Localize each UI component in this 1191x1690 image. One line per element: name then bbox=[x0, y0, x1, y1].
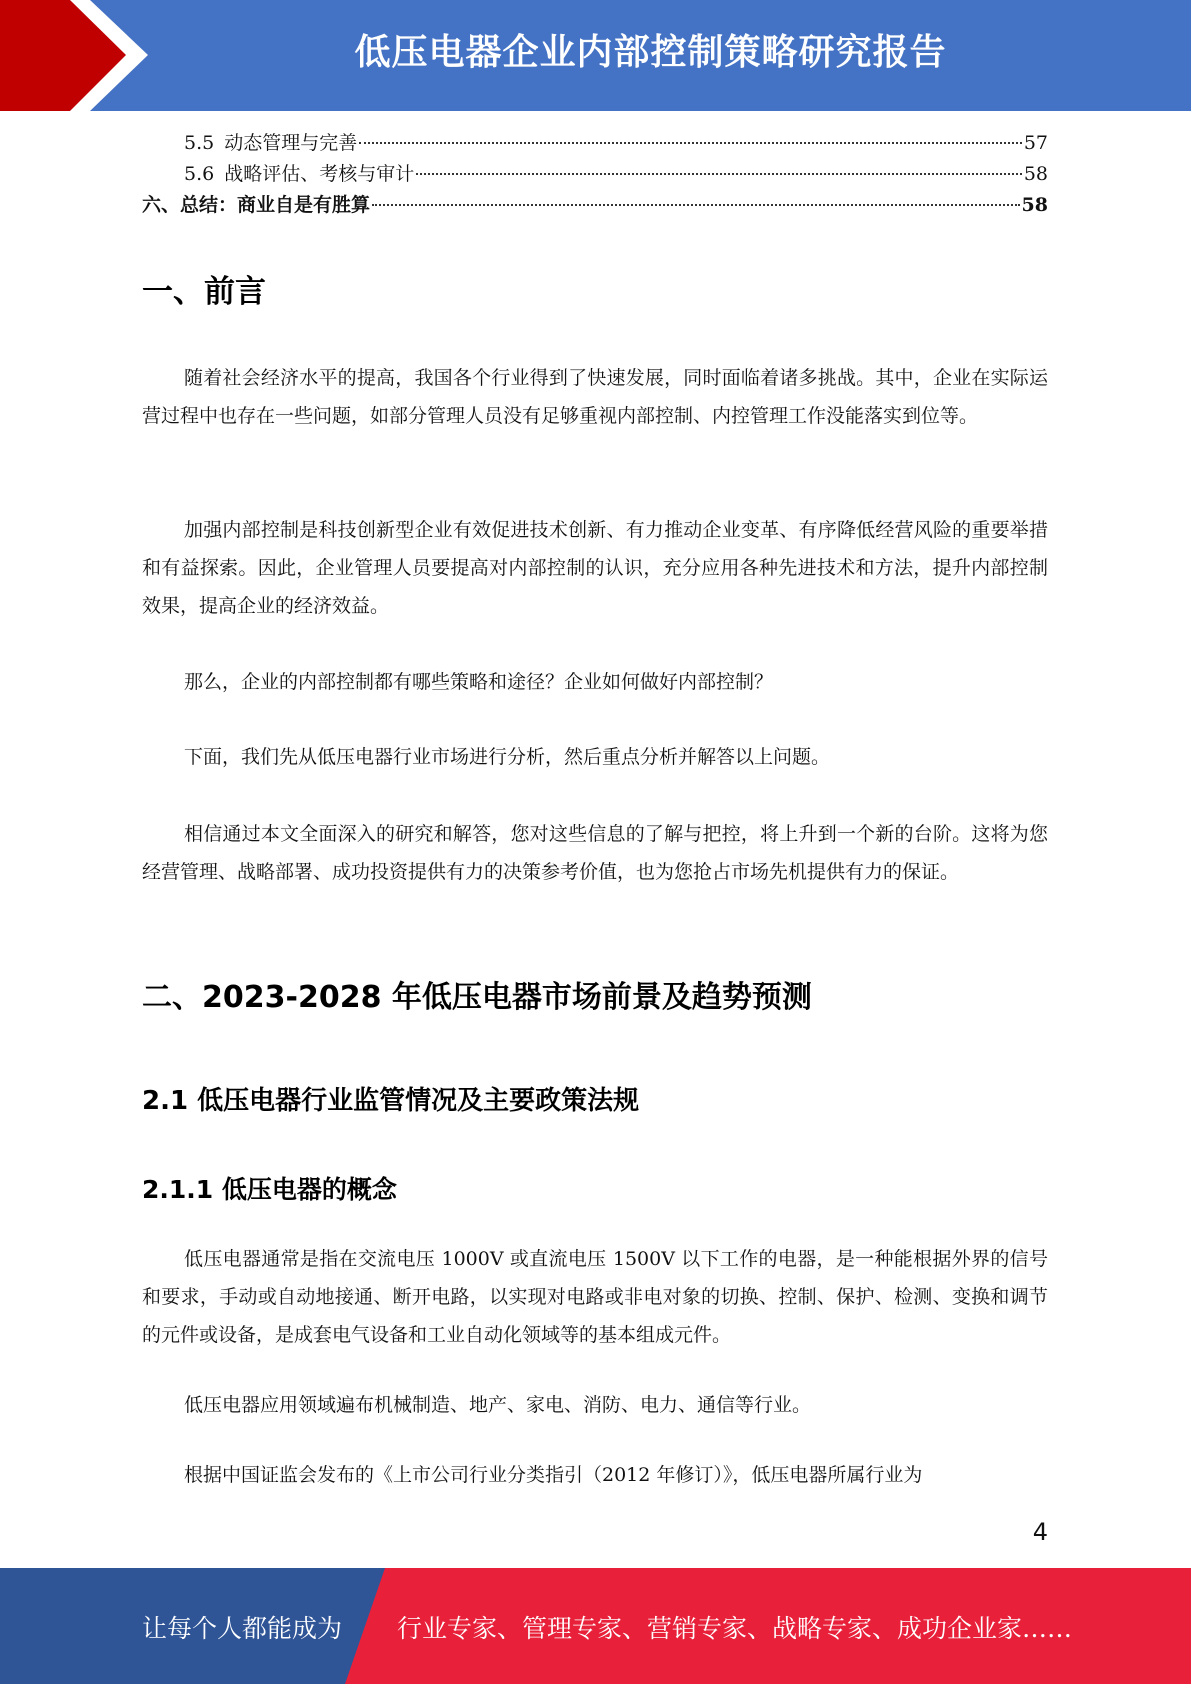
toc-item[interactable] bbox=[142, 190, 1048, 221]
preface-paragraph: 那么，企业的内部控制都有哪些策略和途径？企业如何做好内部控制？ bbox=[184, 671, 774, 693]
document-title: 低压电器企业内部控制策略研究报告 bbox=[354, 32, 947, 73]
toc-item-label: 六、总结：商业自是有胜算 bbox=[142, 194, 371, 216]
preface-paragraph: 加强内部控制是科技创新型企业有效促进技术创新、有力推动企业变革、有序降低经营风险的重要举措和有益探索。因此，企业管理人员要提高对内部控制的认识，充分应用各种先进技术和方法，提升内部控制效果，提高企业的经济效益。 bbox=[142, 519, 1048, 617]
page-header bbox=[0, 0, 1191, 111]
toc-item-number: 5.6 bbox=[184, 163, 215, 185]
toc-item-number: 5.5 bbox=[184, 132, 215, 154]
footer-slogan-right: 行业专家、管理专家、营销专家、战略专家、成功企业家…… bbox=[397, 1614, 1073, 1643]
toc-leader-dots bbox=[372, 204, 1020, 206]
concept-paragraph: 低压电器应用领域遍布机械制造、地产、家电、消防、电力、通信等行业。 bbox=[184, 1394, 812, 1416]
toc-item[interactable] bbox=[142, 159, 1048, 190]
toc-item-page: 57 bbox=[1023, 132, 1048, 154]
preface-paragraph: 相信通过本文全面深入的研究和解答，您对这些信息的了解与把控，将上升到一个新的台阶。这将为您经营管理、战略部署、成功投资提供有力的决策参考价值，也为您抢占市场先机提供有力的保证。 bbox=[142, 823, 1048, 883]
toc-item-label: 战略评估、考核与审计 bbox=[224, 163, 415, 185]
market-heading: 二、2023-2028 年低压电器市场前景及趋势预测 bbox=[142, 980, 812, 1015]
toc-item[interactable] bbox=[142, 128, 1048, 159]
subsection-heading: 2.1.1 低压电器的概念 bbox=[142, 1175, 397, 1204]
concept-paragraph: 根据中国证监会发布的《上市公司行业分类指引（2012 年修订）》，低压电器所属行业为 bbox=[184, 1464, 923, 1486]
preface-heading: 一、前言 bbox=[142, 274, 266, 310]
toc-leader-dots bbox=[359, 142, 1022, 144]
section-heading: 2.1 低压电器行业监管情况及主要政策法规 bbox=[142, 1086, 640, 1116]
preface-paragraph: 下面，我们先从低压电器行业市场进行分析，然后重点分析并解答以上问题。 bbox=[184, 746, 831, 768]
page-number: 4 bbox=[1032, 1518, 1048, 1546]
preface-paragraph: 随着社会经济水平的提高，我国各个行业得到了快速发展，同时面临着诸多挑战。其中，企业在实际运营过程中也存在一些问题，如部分管理人员没有足够重视内部控制、内控管理工作没能落实到位等。 bbox=[142, 367, 1048, 427]
footer-slogan-left: 让每个人都能成为 bbox=[142, 1614, 343, 1643]
table-of-contents bbox=[142, 128, 1048, 221]
page-footer bbox=[0, 1568, 1191, 1684]
toc-item-page: 58 bbox=[1023, 163, 1048, 185]
toc-item-page: 58 bbox=[1021, 194, 1048, 216]
toc-item-label: 动态管理与完善 bbox=[224, 132, 358, 154]
concept-paragraph: 低压电器通常是指在交流电压 1000V 或直流电压 1500V 以下工作的电器，是一种能根据外界的信号和要求，手动或自动地接通、断开电路，以实现对电路或非电对象的切换、控制、保护、检测、变换和调节的元件或设备，是成套电气设备和工业自动化领域等的基本组成元件。 bbox=[142, 1248, 1048, 1346]
toc-leader-dots bbox=[416, 173, 1022, 175]
